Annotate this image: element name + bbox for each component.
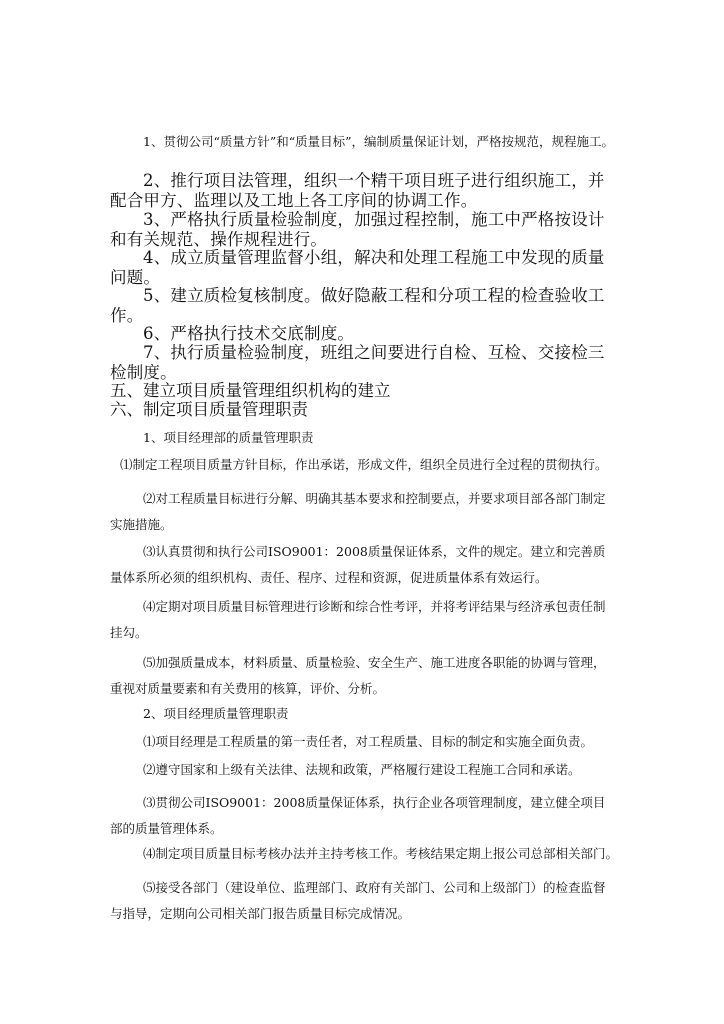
list-item-1-4: ⑷定期对项目质量目标管理进行诊断和综合性考评，并将考评结果与经济承包责任制挂勾。	[110, 599, 606, 640]
section-heading-6: 六、制定项目质量管理职责	[110, 400, 308, 419]
subsection-title-1: 1、项目经理部的质量管理职责	[143, 430, 314, 445]
paragraph-4: 4、成立质量管理监督小组，解决和处理工程施工中发现的质量问题。	[110, 248, 605, 287]
list-item-2-4: ⑷制定项目质量目标考核办法并主持考核工作。考核结果定期上报公司总部相关部门。	[143, 846, 619, 861]
list-item-1-2: ⑵对工程质量目标进行分解、明确其基本要求和控制要点，并要求项目部各部门制定实施措施。	[110, 491, 606, 532]
subsection-title-2: 2、项目经理质量管理职责	[143, 706, 289, 721]
list-item-2-3: ⑶贯彻公司ISO9001：2008质量保证体系，执行企业各项管理制度，建立健全项目部的质量管理体系。	[110, 795, 606, 836]
paragraph-2: 2、推行项目法管理，组织一个精干项目班子进行组织施工，并配合甲方、监理以及工地上各工序间的协调工作。	[110, 171, 605, 210]
paragraph-7: 7、执行质量检验制度，班组之间要进行自检、互检、交接检三检制度。	[110, 343, 605, 382]
list-item-2-1: ⑴项目经理是工程质量的第一责任者，对工程质量、目标的制定和实施全面负责。	[143, 734, 594, 749]
list-item-2-2: ⑵遵守国家和上级有关法律、法规和政策，严格履行建设工程施工合同和承诺。	[143, 762, 581, 777]
paragraph-5: 5、建立质检复核制度。做好隐蔽工程和分项工程的检查验收工作。	[110, 286, 605, 325]
paragraph-3: 3、严格执行质量检验制度，加强过程控制，施工中严格按设计和有关规范、操作规程进行。	[110, 210, 605, 249]
list-item-1-3: ⑶认真贯彻和执行公司ISO9001：2008质量保证体系，文件的规定。建立和完善质量体系所必须的组织机构、责任、程序、过程和资源，促进质量体系有效运行。	[110, 544, 606, 585]
list-item-1-5: ⑸加强质量成本，材料质量、质量检验、安全生产、施工进度各职能的协调与管理，重视对质量要素和有关费用的核算，评价、分析。	[110, 655, 606, 696]
paragraph-6: 6、严格执行技术交底制度。	[143, 324, 355, 343]
list-item-1-1: ⑴制定工程项目质量方针目标，作出承诺，形成文件，组织全员进行全过程的贯彻执行。	[120, 457, 608, 472]
section-heading-5: 五、建立项目质量管理组织机构的建立	[110, 381, 391, 400]
paragraph-1: 1、贯彻公司“质量方针”和“质量目标”，编制质量保证计划，严格按规范，规程施工。	[143, 134, 615, 149]
list-item-2-5: ⑸接受各部门（建设单位、监理部门、政府有关部门、公司和上级部门）的检查监督与指导，定期向公司相关部门报告质量目标完成情况。	[110, 880, 606, 921]
